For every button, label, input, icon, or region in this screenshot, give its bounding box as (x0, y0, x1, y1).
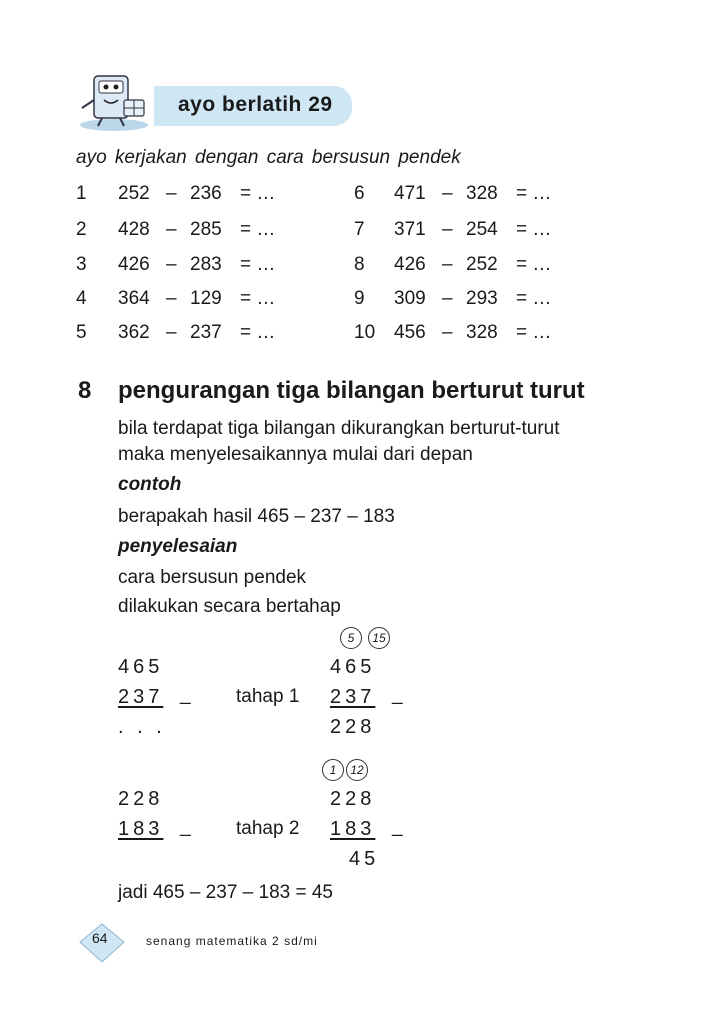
step2-right-minus: _ (392, 816, 403, 837)
step1-label: tahap 1 (236, 686, 300, 707)
borrow-circle: 1 (322, 759, 344, 781)
page-number: 64 (92, 930, 108, 946)
item-operand-b: 328 (466, 322, 498, 343)
step1-right-top: 465 (330, 656, 376, 678)
step2-left-minus: _ (180, 816, 191, 837)
method-line1: cara bersusun pendek (118, 567, 307, 588)
item-operand-b: 283 (190, 254, 222, 275)
item-number: 4 (76, 288, 87, 309)
item-operand-a: 364 (118, 288, 150, 309)
solution-label: penyelesaian (118, 536, 238, 557)
item-number: 5 (76, 322, 87, 343)
step1-right-result: 228 (330, 716, 376, 738)
example-question: berapakah hasil 465 – 237 – 183 (118, 506, 395, 527)
step1-right-bottom: 237 (330, 686, 376, 708)
item-equals: = … (240, 288, 276, 309)
item-equals: = … (516, 288, 552, 309)
exercise-title: ayo berlatih 29 (178, 93, 333, 116)
footer-book-title: senang matematika 2 sd/mi (146, 934, 318, 948)
borrow-circle: 5 (340, 627, 362, 649)
step1-left-top: 465 (118, 656, 164, 678)
borrow-circle: 12 (346, 759, 368, 781)
item-operand-a: 428 (118, 219, 150, 240)
item-number: 10 (354, 322, 376, 343)
step1-right-minus: _ (392, 684, 403, 705)
item-operator: – (442, 288, 453, 309)
method-line2: dilakukan secara bertahap (118, 596, 341, 617)
step1-left-result: . . . (118, 716, 166, 738)
item-operand-a: 426 (394, 254, 426, 275)
item-operand-b: 252 (466, 254, 498, 275)
item-operand-a: 362 (118, 322, 150, 343)
item-operand-b: 328 (466, 183, 498, 204)
section-number: 8 (78, 377, 92, 404)
item-number: 1 (76, 183, 87, 204)
item-operand-b: 293 (466, 288, 498, 309)
item-operand-a: 456 (394, 322, 426, 343)
section-title: pengurangan tiga bilangan berturut turut (118, 377, 585, 404)
step2-right-result: 45 (349, 848, 380, 870)
exercise-instruction: ayo kerjakan dengan cara bersusun pendek (76, 147, 461, 168)
item-equals: = … (240, 219, 276, 240)
item-number: 7 (354, 219, 365, 240)
item-operand-a: 309 (394, 288, 426, 309)
step2-right-top: 228 (330, 788, 376, 810)
item-operand-b: 254 (466, 219, 498, 240)
item-operator: – (166, 254, 177, 275)
example-label: contoh (118, 474, 182, 495)
step1-left-bottom: 237 (118, 686, 164, 708)
item-operand-a: 371 (394, 219, 426, 240)
item-operand-a: 252 (118, 183, 150, 204)
conclusion: jadi 465 – 237 – 183 = 45 (118, 882, 333, 903)
item-operand-b: 236 (190, 183, 222, 204)
calculator-mascot-icon (74, 70, 156, 132)
item-equals: = … (240, 254, 276, 275)
item-equals: = … (240, 322, 276, 343)
item-operand-b: 129 (190, 288, 222, 309)
item-operator: – (166, 288, 177, 309)
item-operand-a: 471 (394, 183, 426, 204)
item-equals: = … (516, 254, 552, 275)
item-number: 8 (354, 254, 365, 275)
item-equals: = … (516, 183, 552, 204)
item-equals: = … (240, 183, 276, 204)
item-number: 3 (76, 254, 87, 275)
item-equals: = … (516, 219, 552, 240)
item-operator: – (442, 254, 453, 275)
step2-left-top: 228 (118, 788, 164, 810)
item-operator: – (166, 219, 177, 240)
item-operand-a: 426 (118, 254, 150, 275)
step2-label: tahap 2 (236, 818, 300, 839)
item-operator: – (166, 183, 177, 204)
item-operand-b: 285 (190, 219, 222, 240)
item-operator: – (442, 183, 453, 204)
item-equals: = … (516, 322, 552, 343)
step1-left-minus: _ (180, 684, 191, 705)
borrow-circle: 15 (368, 627, 390, 649)
item-number: 6 (354, 183, 365, 204)
item-operator: – (442, 322, 453, 343)
item-number: 9 (354, 288, 365, 309)
item-operator: – (442, 219, 453, 240)
step2-right-bottom: 183 (330, 818, 376, 840)
step2-left-bottom: 183 (118, 818, 164, 840)
item-operator: – (166, 322, 177, 343)
section-description-line2: maka menyelesaikannya mulai dari depan (118, 444, 473, 465)
section-description-line1: bila terdapat tiga bilangan dikurangkan berturut-turut (118, 418, 560, 439)
item-number: 2 (76, 219, 87, 240)
item-operand-b: 237 (190, 322, 222, 343)
